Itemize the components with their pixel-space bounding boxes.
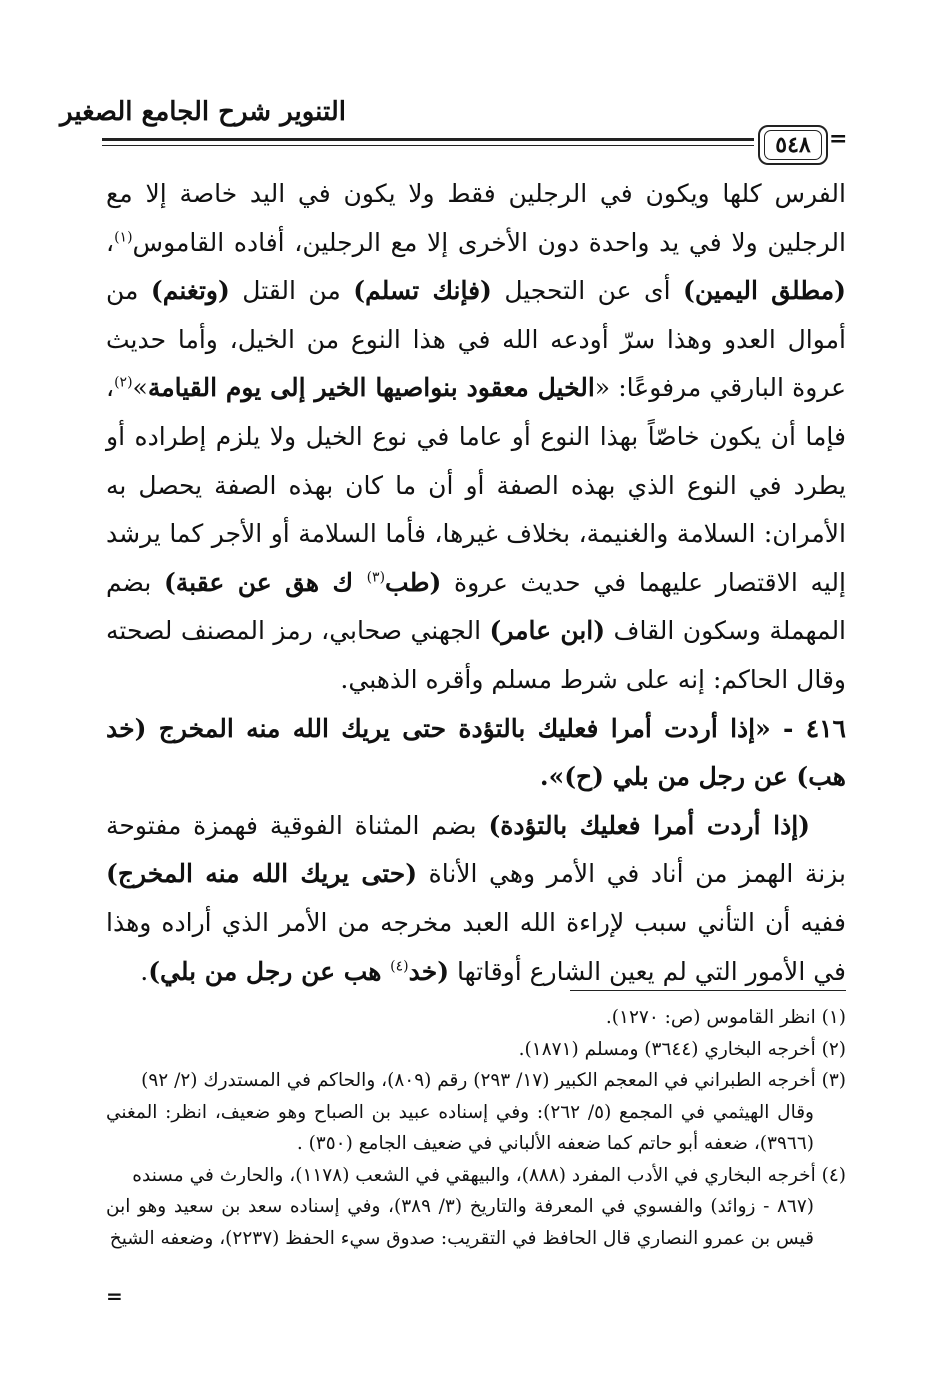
footnote-4: (٤) أخرجه البخاري في الأدب المفرد (٨٨٨)، والبيهقي في الشعب (١١٧٨)، والحارث في مسنده bbox=[132, 1164, 846, 1186]
bold-quote: الخيل معقود بنواصيها الخير إلى يوم القيامة bbox=[147, 373, 595, 403]
paragraph-commentary-2: (إذا أردت أمرا فعليك بالتؤدة) بضم المثناة الفوقية فهمزة مفتوحة بزنة الهمز من أناد في الأمر وهي الأناة (حتى يريك الله منه المخرج) ففيه أن التأني سبب لإراءة الله العبد مخرجه من الأمر الذي أراده وهذا في الأمور التي لم يعين الشارع أوقاتها (خد$^{(٤)}$ هب عن رجل من بلي). bbox=[106, 810, 846, 986]
bold-quote: (وتغنم) bbox=[150, 276, 230, 306]
paragraph-commentary-1: الفرس كلها ويكون في الرجلين فقط ولا يكون في اليد خاصة إلا مع الرجلين ولا في يد واحدة دون الأخرى إلا مع الرجلين، أفاده القاموس$^{(١)}$، (مطلق اليمين) أى عن التحجيل (فإنك تسلم) من القتل (وتغنم) من أموال العدو وهذا سرّ أودعه الله في هذا النوع من الخيل، وأما حديث عروة البارقي مرفوعًا: «الخيل معقود بنواصيها الخير إلى يوم القيامة»$^{(٢)}$، فإما أن يكون خاصّاً بهذا النوع أو عاما في نوع الخيل ولا يلزم إطراده أو يطرد في النوع الذي بهذه الصفة أو أن ما كان بهذه الصفة يحصل به الأمران: السلامة والغنيمة، بخلاف غيرها، فأما السلامة أو الأجر كما يرشد إليه الاقتصار عليهما في حديث عروة (طب$^{(٣)}$ ك هق عن عقبة) بضم المهملة وسكون القاف (ابن عامر) الجهني صحابي، رمز المصنف لصحته وقال الحاكم: إنه على شرط مسلم وأقره الذهبي. bbox=[106, 179, 847, 694]
footnote-ref-4[interactable]: (٤) bbox=[390, 958, 409, 975]
continuation-mark: = bbox=[106, 1284, 123, 1308]
footnote-4-continued: (٨٦٧ - زوائد) والفسوي في المعرفة والتاريخ (٣/ ٣٨٩)، وفي إسناده سعد بن سعيد وهو ابن قيس بن عمرو النصاري قال الحافظ في التقريب: صدوق سيء الحفظ (٢٢٣٧)، وضعفه الشيخ bbox=[106, 1196, 814, 1249]
bold-quote: (مطلق اليمين) bbox=[682, 276, 847, 306]
footnote-3: (٣) أخرجه الطبراني في المعجم الكبير (١٧/ ٢٩٣) رقم (٨٠٩)، والحاكم في المستدرك (٢/ ٩٢) bbox=[141, 1070, 846, 1091]
footnotes bbox=[106, 1002, 846, 1254]
page-number-box bbox=[758, 125, 828, 165]
page-number: ٥٤٨ bbox=[764, 130, 822, 160]
bold-quote: (حتى يريك الله منه المخرج) bbox=[106, 859, 418, 889]
header-rule-thick bbox=[102, 138, 754, 141]
footnote-separator bbox=[570, 990, 846, 991]
footnote-3-continued: وقال الهيثمي في المجمع (٥/ ٢٦٢): وفي إسناده عبيد بن الصباح وهو ضعيف، انظر: المغني (٣٩٦٦)، ضعفه أبو حاتم كما ضعفه الألباني في ضعيف الجامع (٣٥٠) . bbox=[106, 1101, 814, 1154]
bold-quote: ك هق عن عقبة) bbox=[163, 567, 367, 597]
running-title: التنوير شرح الجامع الصغير bbox=[60, 97, 346, 127]
footnote-2: (٢) أخرجه البخاري (٣٦٤٤) ومسلم (١٨٧١). bbox=[518, 1038, 846, 1060]
bold-quote: (ابن عامر) bbox=[489, 616, 606, 646]
bold-quote: (إذا أردت أمرا فعليك بالتؤدة) bbox=[488, 810, 811, 840]
footnote-ref-3[interactable]: (٣) bbox=[366, 569, 386, 586]
bold-quote: هب عن رجل من بلي) bbox=[148, 956, 391, 986]
bold-quote: (طب bbox=[385, 567, 442, 597]
footnote-1: (١) انظر القاموس (ص: ١٢٧٠). bbox=[605, 1007, 846, 1028]
footnote-ref-2[interactable]: (٢) bbox=[114, 375, 133, 392]
hadith-416: ٤١٦ - «إذا أردت أمرا فعليك بالتؤدة حتى يريك الله منه المخرج (خد هب) عن رجل من بلي (ح)». bbox=[106, 713, 846, 792]
bold-quote: (فإنك تسلم) bbox=[353, 276, 492, 306]
body-text bbox=[106, 170, 846, 996]
bold-quote: (خد bbox=[408, 956, 450, 986]
header-rule-thin bbox=[102, 145, 754, 146]
footnote-ref-1[interactable]: (١) bbox=[114, 229, 133, 246]
page-mark: = bbox=[829, 126, 848, 152]
